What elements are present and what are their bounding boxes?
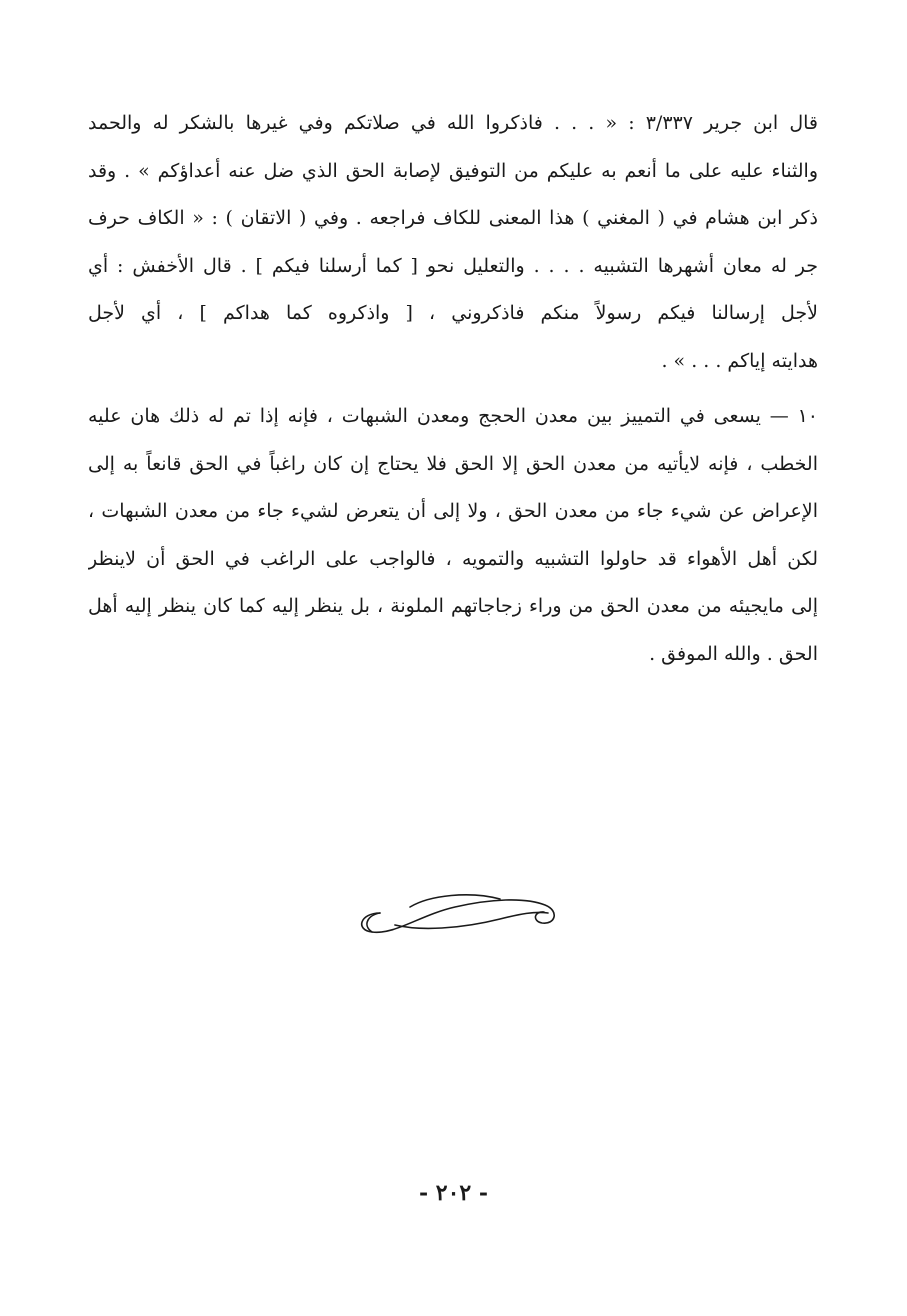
text-line: الخطب ، فإنه لايأتيه من معدن الحق إلا الحق فلا يحتاج إن كان راغباً في الحق قانعاً به إلى (88, 452, 818, 475)
text-line: ذكر ابن هشام في ( المغني ) هذا المعنى للكاف فراجعه . وفي ( الاتقان ) : « الكاف حرف (88, 207, 818, 229)
paragraph-footnote-continuation (88, 100, 818, 385)
text-line: الإعراض عن شيء جاء من معدن الحق ، ولا إلى أن يتعرض لشيء جاء من معدن الشبهات ، (88, 500, 818, 522)
text-line: جر له معان أشهرها التشبيه . . . . والتعليل نحو [ كما أرسلنا فيكم ] . قال الأخفش : أي (88, 254, 818, 277)
page-number: - ٢٠٢ - (418, 1180, 489, 1206)
text-line: هدايته إياكم . . . » . (661, 349, 818, 372)
text-line: لكن أهل الأهواء قد حاولوا التشبيه والتمويه ، فالواجب على الراغب في الحق أن لاينظر (88, 547, 818, 570)
text-line: قال ابن جرير ٣/٣٣٧ : « . . . فاذكروا الله في صلاتكم وفي غيرها بالشكر له والحمد (88, 112, 818, 134)
flourish-divider-icon (350, 885, 565, 940)
text-line: لأجل إرسالنا فيكم رسولاً منكم فاذكروني ، [ واذكروه كما هداكم ] ، أي لأجل (88, 302, 818, 324)
text-line: والثناء عليه على ما أنعم به عليكم من التوفيق لإصابة الحق الذي ضل عنه أعداؤكم » . وقد (88, 159, 818, 182)
text-line: الحق . والله الموفق . (649, 642, 818, 665)
text-line: ١٠ — يسعى في التمييز بين معدن الحجج ومعدن الشبهات ، فإنه إذا تم له ذلك هان عليه (88, 405, 818, 427)
text-line: إلى مايجيئه من معدن الحق من وراء زجاجاتهم الملونة ، بل ينظر إليه كما كان ينظر إليه أهل (88, 595, 818, 617)
paragraph-point-10 (88, 393, 818, 678)
